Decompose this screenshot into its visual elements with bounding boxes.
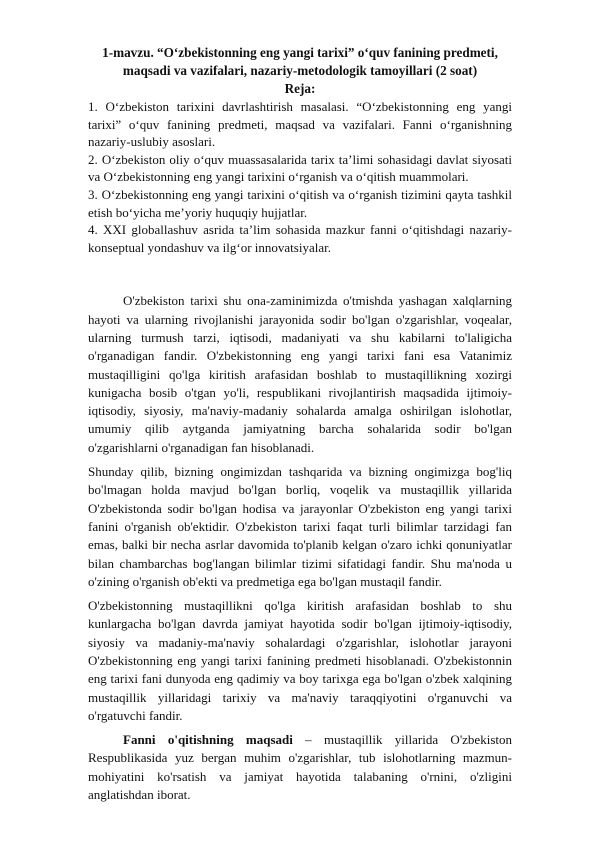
- plan-item: 3. O‘zbekistonning eng yangi tarixini o‘qitish va o‘rganish tizimini qayta tashkil etish bo‘yicha me’yoriy huquqiy hujjatlar.: [88, 186, 512, 220]
- goal-term: Fanni o'qitishning maqsadi: [123, 732, 293, 748]
- plan-heading: Reja:: [284, 81, 316, 96]
- goal-paragraph: [88, 731, 512, 804]
- plan-item: 2. O‘zbekiston oliy o‘quv muassasalarida tarix ta’limi sohasidagi davlat siyosati va O‘zbekistonning eng yangi tarixini o‘rganish va o‘qitish muammolari.: [88, 151, 512, 185]
- plan-item: 4. XXI globallashuv asrida ta’lim sohasida mazkur fanni o‘qitishdagi nazariy-konseptual yondashuv va ilg‘or innovatsiyalar.: [88, 222, 512, 255]
- body-paragraph: O'zbekistonning mustaqillikni qo'lga kiritish arafasidan boshlab to shu kunlargacha bo'lgan davrda jamiyat hayotida sodir bo'lgan ijtimoiy-iqtisodiy, siyosiy va madaniy-ma'naviy sohalardagi o'zgarishlar, islohotlar jarayoni O'zbekistonning eng yangi tarixi fanining predmeti hisoblanadi. O'zbekistonnin eng tarixi fani dunyoda eng qadimiy va boy tarixga ega bo'lgan o'zbek xalqining mustaqillik yillaridagi tarixiy va ma'naviy taraqqiyotini o'rganuvchi va o'rgatuvchi fandir.: [88, 598, 512, 723]
- section-spacer: [88, 256, 512, 292]
- document-page: [88, 44, 512, 810]
- topic-title: 1-mavzu. “O‘zbekistonning eng yangi tarixi” o‘quv fanining predmeti, maqsadi va vazifalari, nazariy-metodologik tamoyillari (2 soat): [102, 45, 498, 78]
- plan-list: [88, 98, 512, 256]
- body-paragraph: Shunday qilib, bizning ongimizdan tashqarida va bizning ongimizga bog'liq bo'lmagan holda mavjud bo'lgan borliq, voqelik va mustaqillik yillarida O'zbekistonda sodir bo'lgan hodisa va jarayonlar O'zbekiston eng yangi tarixi fanini o'rganish ob'ektidir. O'zbekiston tarixi faqat turli bilimlar tarzidagi fan emas, balki bir necha asrlar davomida to'planib kelgan o'zaro ichki qonuniyatlar bilan chambarchas bog'langan bilimlar tizimi sifatidagi fandir. Shu ma'noda u o'zining o'rganish ob'ekti va predmetiga ega bo'lgan mustaqil fandir.: [88, 464, 512, 589]
- plan-item: 1. O‘zbekiston tarixini davrlashtirish masalasi. “O‘zbekistonning eng yangi tarixi” o‘quv fanining predmeti, maqsad va vazifalari. Fanni o‘rganishning nazariy-uslubiy asoslari.: [88, 99, 512, 150]
- goal-text: – mustaqillik yillarida O'zbekiston Respublikasida yuz bergan muhim o'zgarishlar, tub islohotlarning mazmun-mohiyatini ko'rsatish va jamiyat hayotida talabaning o'rnini, o'zligini anglatishdan iborat.: [88, 732, 512, 803]
- body-paragraph: O'zbekiston tarixi shu ona-zaminimizda o'tmishda yashagan xalqlarning hayoti va ularning rivojlanishi jarayonida sodir bo'lgan o'zgarishlar, voqealar, ularning turmush tarzi, iqtisodi, madaniyati va shu kabilarni to'laligicha o'rganadigan fandir. O'zbekistonning eng yangi tarixi fani esa Vatanimiz mustaqilligini qo'lga kiritish arafasidan boshlab to mustaqillikning xozirgi kunigacha bosib o'tgan yo'li, respublikani rivojlantirish maqsadida ijtimoiy-iqtisodiy, siyosiy, ma'naviy-madaniy sohalarda amalga oshirilgan islohotlar, umumiy qilib aytganda jamiyatning barcha sohalarida sodir bo'lgan o'zgarishlarni o'rganadigan fan hisoblanadi.: [88, 293, 512, 455]
